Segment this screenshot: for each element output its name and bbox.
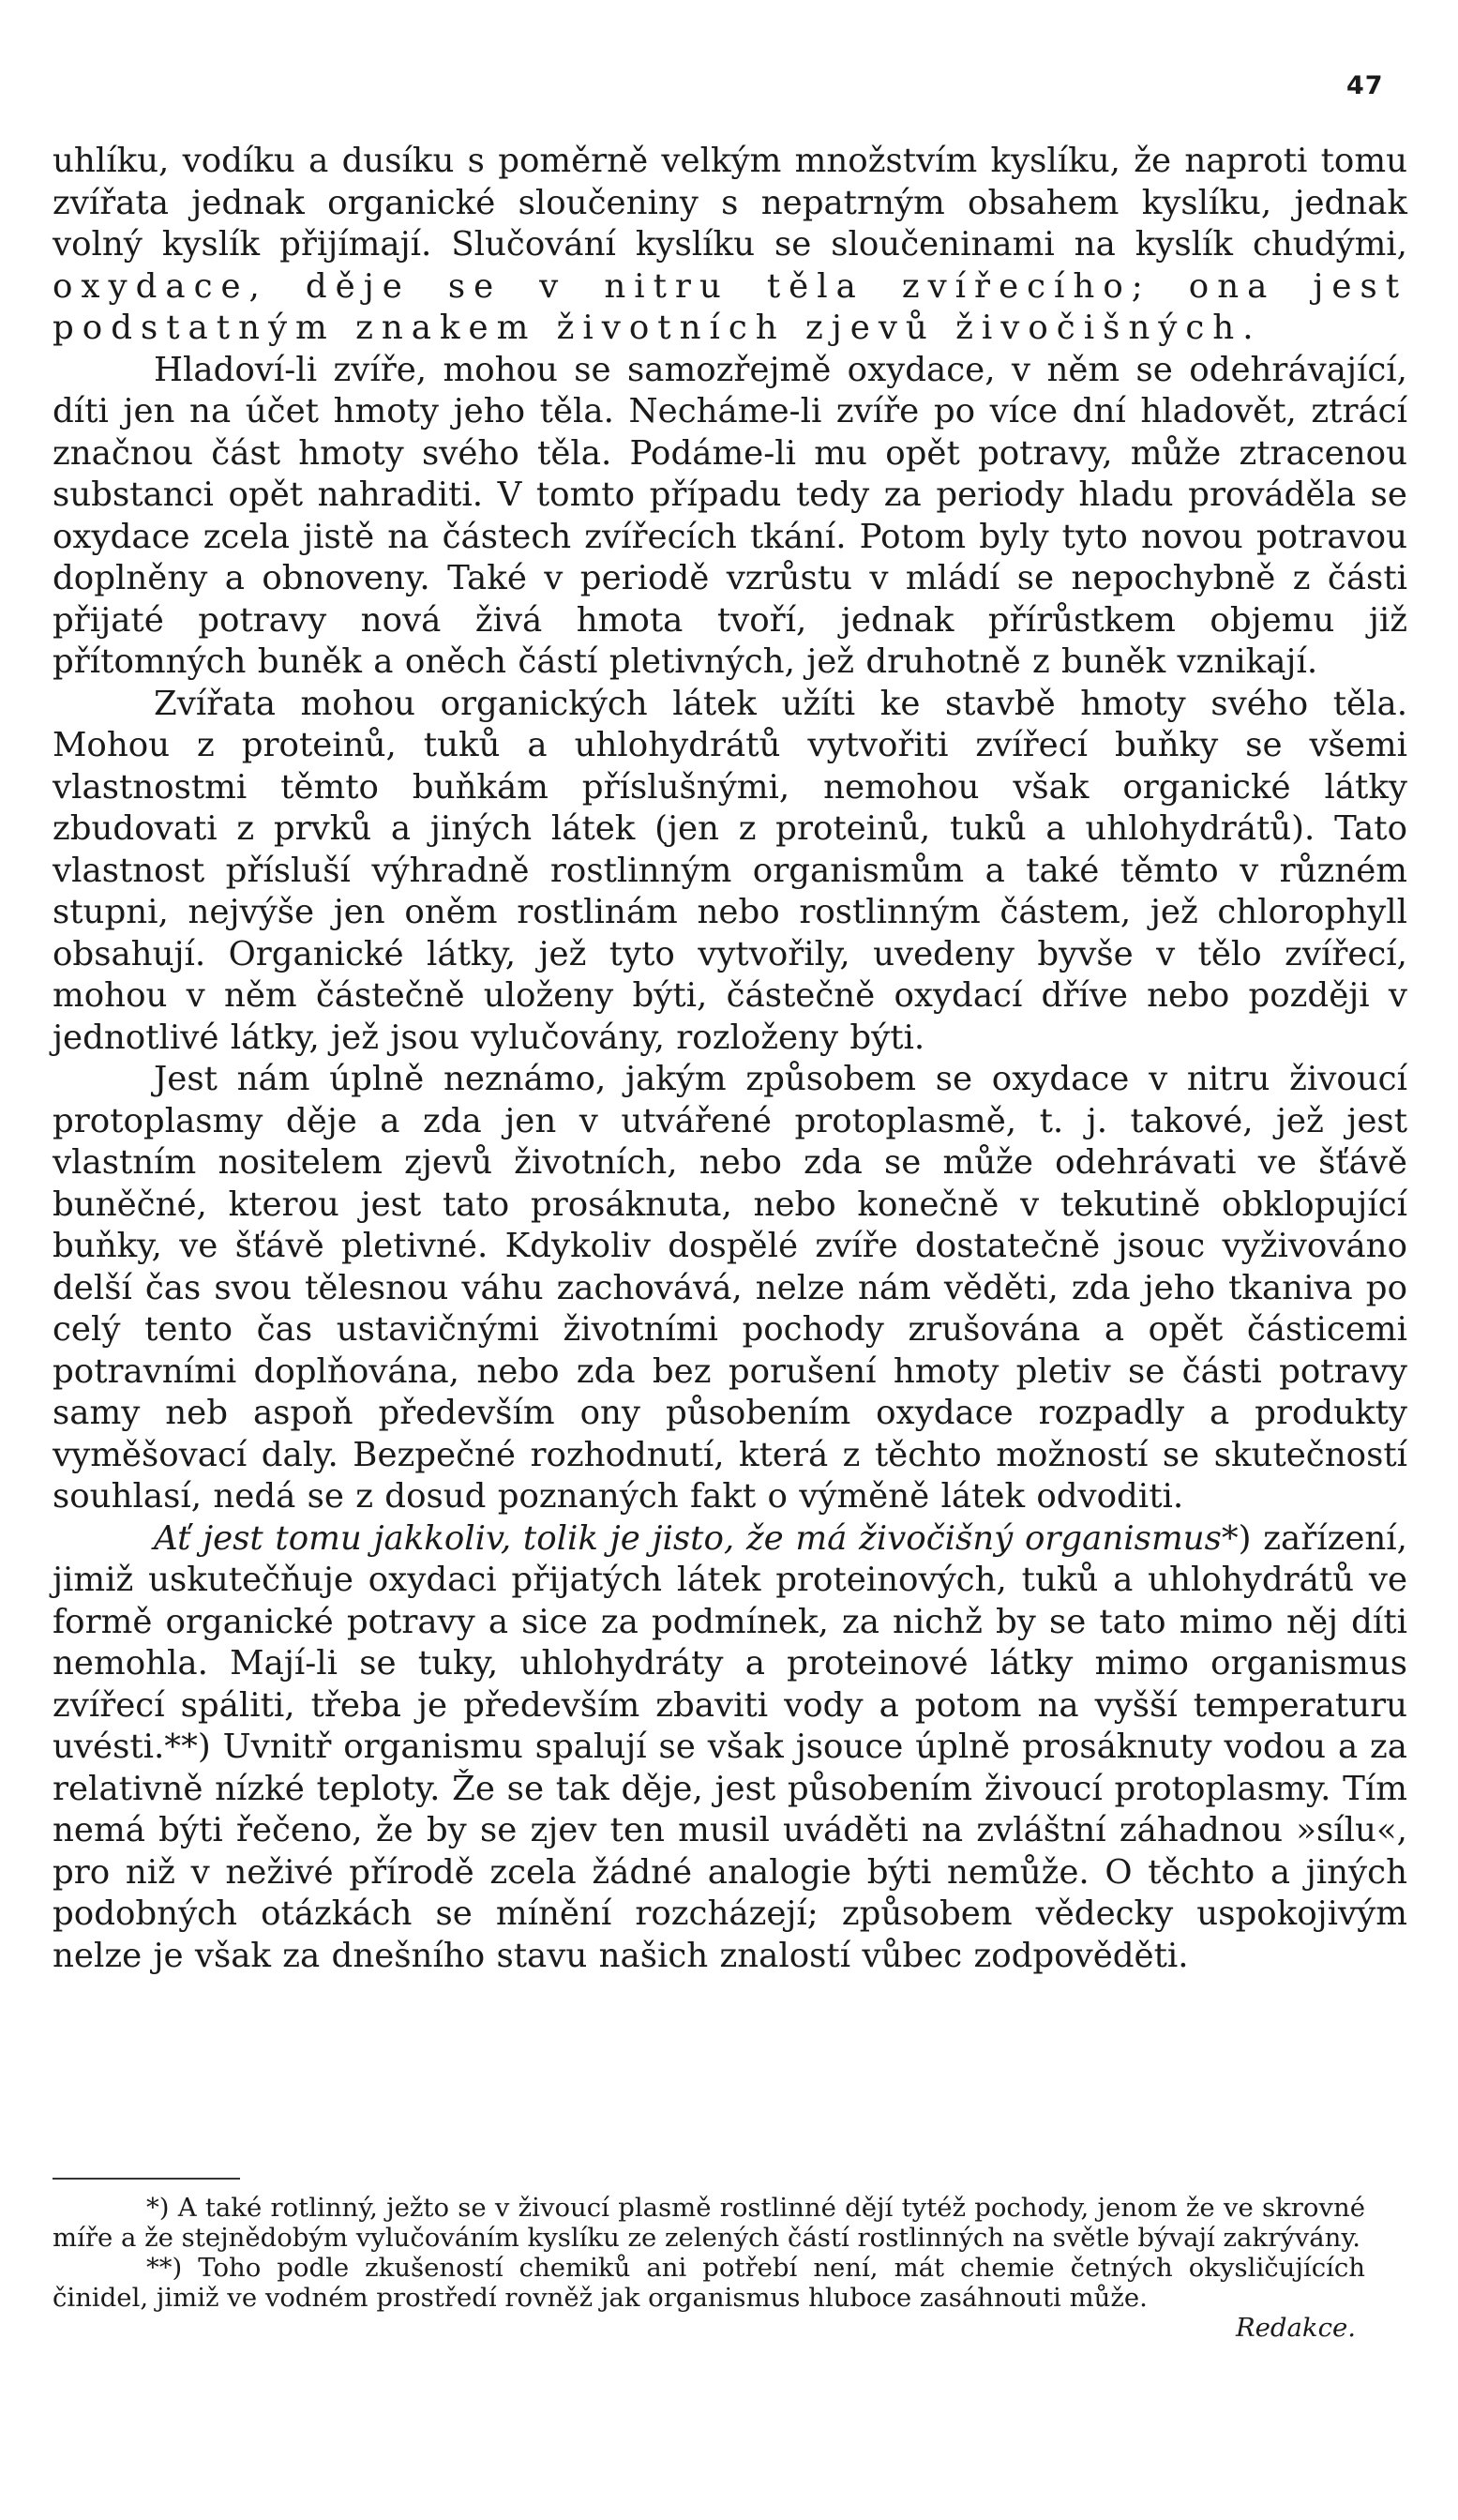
paragraph-3: Zvířata mohou organických látek užíti ke stavbě hmoty svého těla. Mohou z proteinů, tuků a uhlohydrátů vytvořiti zvířecí buňky se všemi vlastnostmi těmto buňkám příslušnými, nemohou však organické látky zbudovati z prvků a jiných látek (jen z proteinů, tuků a uhlohydrátů). Tato vlastnost přísluší výhradně rostlinným organismům a také těmto v různém stupni, nejvýše jen oněm rostlinám nebo rostlinným částem, jež chlorophyll obsahují. Organické látky, jež tyto vytvořily, uvedeny byvše v tělo zvířecí, mohou v něm částečně uloženy býti, částečně oxydací dříve nebo později v jednotlivé látky, jež jsou vylučovány, rozloženy býti. bbox=[53, 684, 1407, 1057]
paragraph-5-text: *) zařízení, jimiž uskutečňuje oxydaci přijatých látek proteinových, tuků a uhlohydrátů ve formě organické potravy a sice za podmínek, za nichž by se tato mimo něj díti nemohla. Mají-li se tuky, uhlohydráty a proteinové látky mimo organismus zvířecí spáliti, třeba je především zbaviti vody a potom na vyšší temperaturu uvésti.**) Uvnitř organismu spalují se však jsouce úplně prosáknuty vodou a za relativně nízké teploty. Že se tak děje, jest působením živoucí protoplasmy. Tím nemá býti řečeno, že by se zjev ten musil uváděti na zvláštní záhadnou »sílu«, pro niž v neživé přírodě zcela žádné analogie býti nemůže. O těchto a jiných podobných otázkách se mínění rozcházejí; způsobem vědecky uspokojivým nelze je však za dnešního stavu našich znalostí vůbec zodpověděti. bbox=[53, 1518, 1407, 1975]
footnote-2-text: **) Toho podle zkušeností chemiků ani potřebí není, mát chemie četných okysličujících činidel, jimiž ve vodném prostředí rovněž jak organismus hluboce zasáhnouti může. bbox=[53, 2253, 1365, 2313]
main-text bbox=[53, 141, 1407, 1977]
paragraph-2: Hladoví-li zvíře, mohou se samozřejmě oxydace, v něm se odehrávající, díti jen na účet hmoty jeho těla. Necháme-li zvíře po více dní hladovět, ztrácí značnou část hmoty svého těla. Podáme-li mu opět potravy, může ztracenou substanci opět nahraditi. V tomto případu tedy za periody hladu prováděla se oxydace zcela jistě na částech zvířecích tkání. Potom byly tyto novou potravou doplněny a obnoveny. Také v periodě vzrůstu v mládí se nepochybně z části přijaté potravy nová živá hmota tvoří, jednak přírůstkem objemu již přítomných buněk a oněch částí pletivných, jež druhotně z buněk vznikají. bbox=[53, 350, 1407, 681]
paragraph-5-italic: Ať jest tomu jakkoliv, tolik je jisto, že má živočišný organismus bbox=[154, 1518, 1222, 1558]
paragraph-1-spaced-text: oxydace, děje se v nitru těla zvířecího; ona jest podstatným znakem životních zjevů živočišných. bbox=[53, 266, 1407, 347]
paragraph-1 bbox=[53, 141, 1407, 350]
footnote-1: *) A také rotlinný, ježto se v živoucí plasmě rostlinné dějí tytéž pochody, jenom že ve skrovné míře a že stejnědobým vylučováním kyslíku ze zelených částí rostlinných na světle bývají zakrývány. bbox=[53, 2193, 1365, 2253]
footnote-divider bbox=[53, 2178, 240, 2180]
footnotes bbox=[53, 2193, 1365, 2343]
editor-signature: Redakce. bbox=[1235, 2313, 1356, 2343]
footnote-2 bbox=[53, 2253, 1365, 2343]
page-number: 47 bbox=[1346, 71, 1384, 100]
paragraph-5 bbox=[53, 1518, 1407, 1978]
paragraph-4: Jest nám úplně neznámo, jakým způsobem se oxydace v nitru živoucí protoplasmy děje a zda jen v utvářené protoplasmě, t. j. takové, jež jest vlastním nositelem zjevů životních, nebo zda se může odehrávati ve šťávě buněčné, kterou jest tato prosáknuta, nebo konečně v tekutině obklopující buňky, ve šťávě pletivné. Kdykoliv dospělé zvíře dostatečně jsouc vyživováno delší čas svou tělesnou váhu zachovává, nelze nám věděti, zda jeho tkaniva po celý tento čas ustavičnými životními pochody zrušována a opět částicemi potravními doplňována, nebo zda bez porušení hmoty pletiv se části potravy samy neb aspoň především ony působením oxydace rozpadly a produkty vyměšovací daly. Bezpečné rozhodnutí, která z těchto možností se skutečností souhlasí, nedá se z dosud poznaných fakt o výměně látek odvoditi. bbox=[53, 1060, 1407, 1516]
paragraph-1-text: uhlíku, vodíku a dusíku s poměrně velkým množstvím kyslíku, že naproti tomu zvířata jednak organické sloučeniny s nepatrným obsahem kyslíku, jednak volný kyslík přijímají. Slučování kyslíku se sloučeninami na kyslík chudými, bbox=[53, 142, 1407, 264]
